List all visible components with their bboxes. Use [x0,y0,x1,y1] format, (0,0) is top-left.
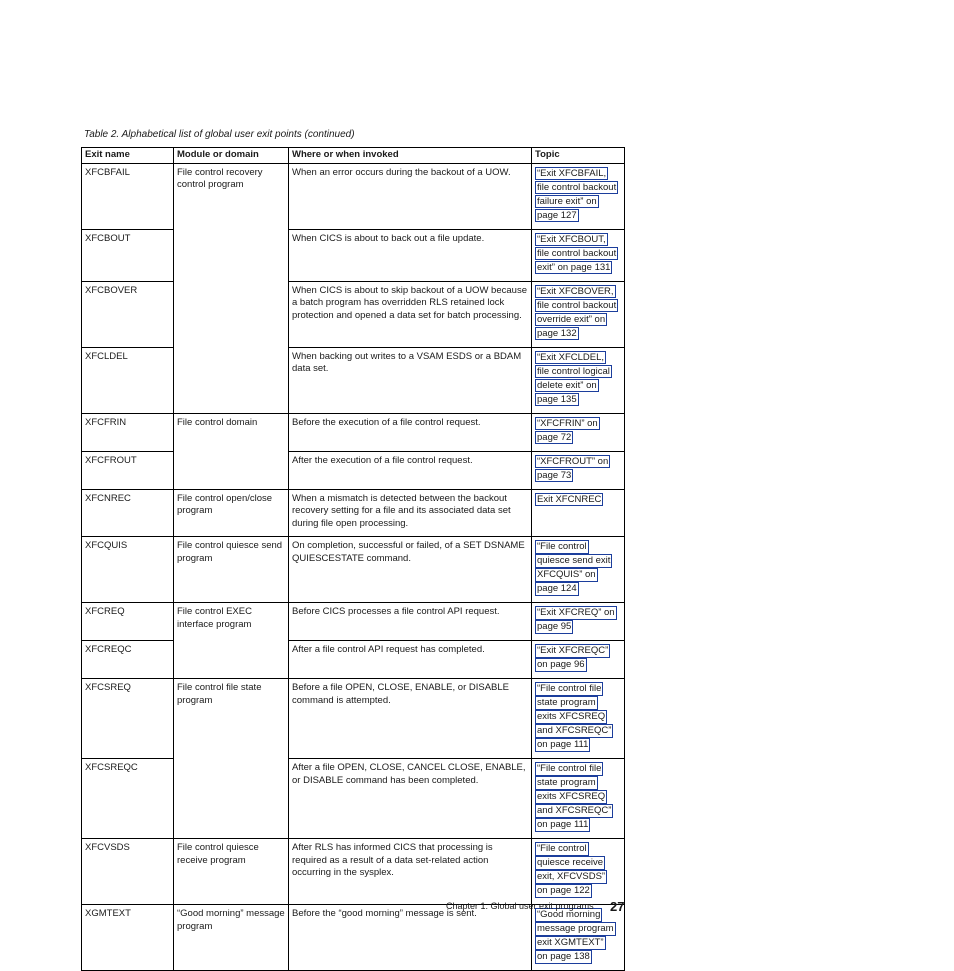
exit-name-cell: XFCFROUT [82,451,174,489]
topic-link[interactable]: on page 111 [537,739,589,750]
invoked-cell: Before a file OPEN, CLOSE, ENABLE, or DISABLE command is attempted. [289,679,532,759]
exit-points-table [81,147,625,971]
page-number: 27 [610,899,625,914]
topic-link[interactable]: delete exit” on [537,379,597,391]
topic-link[interactable]: exit, XFCVSDS” [537,871,606,882]
topic-link[interactable]: XFCQUIS” on [537,569,596,580]
invoked-cell: When a mismatch is detected between the backout recovery setting for a file and its associated data set during file open processing. [289,489,532,537]
exit-name-cell: XFCFRIN [82,413,174,451]
topic-link[interactable]: page 127 [537,209,577,221]
exit-name-cell: XGMTEXT [82,905,174,971]
topic-link[interactable]: “File control file [537,763,602,774]
header-where-or-when-invoked: Where or when invoked [289,148,532,164]
topic-link[interactable]: file control backout [537,247,617,259]
invoked-cell: After a file OPEN, CLOSE, CANCEL CLOSE, ENABLE, or DISABLE command has been completed. [289,759,532,839]
table-row [82,905,625,971]
invoked-cell: When an error occurs during the backout of a UOW. [289,163,532,229]
table-header-row [82,148,625,164]
exit-name-cell: XFCREQC [82,641,174,679]
topic-link[interactable]: page 72 [537,431,572,443]
invoked-cell: When backing out writes to a VSAM ESDS or a BDAM data set. [289,347,532,413]
topic-link[interactable]: on page 122 [537,885,590,896]
topic-link[interactable]: state program [537,777,596,788]
topic-link[interactable]: exit” on page 131 [537,261,611,273]
table-row [82,489,625,537]
topic-link[interactable]: “File control [537,843,587,854]
topic-link[interactable]: override exit” on [537,313,606,325]
topic-cell [532,603,625,641]
topic-cell [532,839,625,905]
topic-link[interactable]: “Good morning [537,909,601,920]
topic-link[interactable]: and XFCSREQC” [537,805,612,816]
topic-link[interactable]: page 73 [537,469,572,481]
topic-link[interactable]: quiesce receive [537,857,604,868]
module-cell: File control EXEC interface program [174,603,289,679]
header-exit-name: Exit name [82,148,174,164]
module-cell: File control quiesce receive program [174,839,289,905]
invoked-cell: After a file control API request has completed. [289,641,532,679]
topic-cell [532,537,625,603]
topic-link[interactable]: “Exit XFCREQC” [537,645,609,656]
header-topic: Topic [532,148,625,164]
topic-link[interactable]: page 124 [537,583,577,594]
table-row [82,679,625,759]
topic-cell [532,451,625,489]
topic-cell [532,759,625,839]
table-row [82,603,625,641]
topic-link[interactable]: file control logical [537,365,610,377]
topic-link[interactable]: exits XFCSREQ [537,711,606,722]
exit-name-cell: XFCBFAIL [82,163,174,229]
table-caption: Table 2. Alphabetical list of global user exit points (continued) [84,129,355,140]
topic-link[interactable]: file control backout [537,181,617,193]
topic-link[interactable]: “Exit XFCBFAIL, [537,167,607,179]
topic-cell [532,347,625,413]
exit-name-cell: XFCVSDS [82,839,174,905]
topic-link[interactable]: “XFCFRIN” on [537,417,598,429]
topic-link[interactable]: page 135 [537,393,577,405]
exit-name-cell: XFCSREQ [82,679,174,759]
module-cell: File control quiesce send program [174,537,289,603]
topic-link[interactable]: page 95 [537,621,572,632]
topic-link[interactable]: “File control [537,541,587,552]
topic-link[interactable]: and XFCSREQC” [537,725,612,736]
topic-link[interactable]: exits XFCSREQ [537,791,606,802]
table-row [82,451,625,489]
topic-cell [532,413,625,451]
exit-name-cell: XFCBOVER [82,281,174,347]
module-cell: “Good morning” message program [174,905,289,971]
topic-cell [532,281,625,347]
table-body [82,163,625,971]
topic-link[interactable]: Exit XFCNREC [537,493,602,505]
topic-link[interactable]: message program [537,923,614,934]
exit-name-cell: XFCSREQC [82,759,174,839]
module-cell: File control domain [174,413,289,489]
table-row [82,641,625,679]
topic-link[interactable]: “Exit XFCLDEL, [537,351,605,363]
topic-cell [532,679,625,759]
topic-cell [532,163,625,229]
topic-link[interactable]: “Exit XFCREQ” on [537,607,615,618]
invoked-cell: After the execution of a file control request. [289,451,532,489]
topic-link[interactable]: on page 111 [537,819,589,830]
invoked-cell: Before the execution of a file control request. [289,413,532,451]
invoked-cell: When CICS is about to back out a file update. [289,229,532,281]
table-row [82,281,625,347]
topic-link[interactable]: exit XGMTEXT” [537,937,604,948]
invoked-cell: When CICS is about to skip backout of a UOW because a batch program has overridden RLS retained lock protection and opened a data set for batch processing. [289,281,532,347]
topic-cell [532,229,625,281]
exit-name-cell: XFCBOUT [82,229,174,281]
table-row [82,537,625,603]
exit-name-cell: XFCREQ [82,603,174,641]
module-cell: File control open/close program [174,489,289,537]
header-module-or-domain: Module or domain [174,148,289,164]
topic-link[interactable]: on page 96 [537,659,585,670]
topic-link[interactable]: “Exit XFCBOUT, [537,233,606,245]
exit-name-cell: XFCNREC [82,489,174,537]
topic-link[interactable]: failure exit” on [537,195,597,207]
table-row [82,163,625,229]
invoked-cell: Before the “good morning” message is sent. [289,905,532,971]
topic-link[interactable]: on page 138 [537,951,590,962]
table-row [82,759,625,839]
invoked-cell: After RLS has informed CICS that processing is required as a result of a data set-related action occurring in the sysplex. [289,839,532,905]
exit-name-cell: XFCQUIS [82,537,174,603]
invoked-cell: Before CICS processes a file control API request. [289,603,532,641]
page-footer-chapter: Chapter 1. Global user exit programs [446,901,594,911]
topic-link[interactable]: state program [537,697,596,708]
topic-cell [532,641,625,679]
topic-cell [532,489,625,537]
module-cell: File control recovery control program [174,163,289,413]
module-cell: File control file state program [174,679,289,839]
topic-link[interactable]: “XFCFROUT” on [537,455,609,467]
topic-link[interactable]: “Exit XFCBOVER, [537,285,614,297]
table-row [82,413,625,451]
invoked-cell: On completion, successful or failed, of a SET DSNAME QUIESCESTATE command. [289,537,532,603]
topic-link[interactable]: “File control file [537,683,602,694]
topic-cell [532,905,625,971]
table-row [82,229,625,281]
table-row [82,839,625,905]
table-row [82,347,625,413]
exit-name-cell: XFCLDEL [82,347,174,413]
topic-link[interactable]: quiesce send exit [537,555,611,566]
topic-link[interactable]: file control backout [537,299,617,311]
topic-link[interactable]: page 132 [537,327,577,339]
